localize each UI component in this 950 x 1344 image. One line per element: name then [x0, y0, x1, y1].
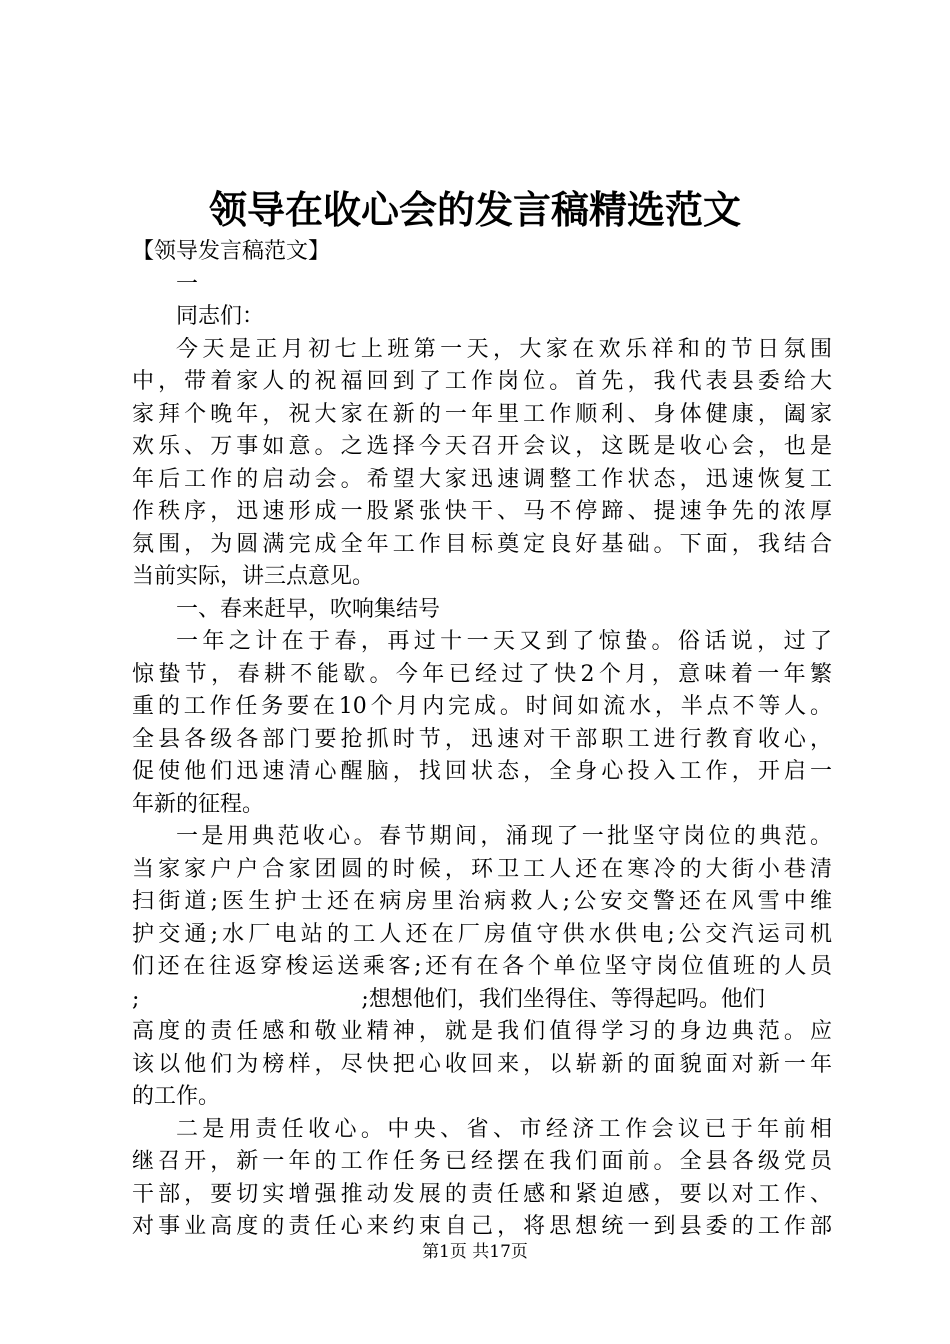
section-heading: 一、春来赶早，吹响集结号: [176, 596, 441, 622]
text-line: 高度的责任感和敬业精神，就是我们值得学习的身边典范。应: [132, 1019, 832, 1044]
gap-semicolon: ;: [361, 986, 369, 1012]
text-line: 年后工作的启动会。希望大家迅速调整工作状态，迅速恢复工: [132, 466, 832, 492]
text-line: 家拜个晚年，祝大家在新的一年里工作顺利、身体健康，阖家: [132, 401, 832, 427]
text-line-numeral: 一: [176, 271, 199, 297]
text-line: 年新的征程。: [132, 791, 265, 817]
text-line: 该以他们为榜样，尽快把心收回来，以崭新的面貌面对新一年: [132, 1051, 832, 1077]
text-line: 今天是正月初七上班第一天，大家在欢乐祥和的节日氛围: [176, 336, 832, 362]
text-line-with-gap: [132, 984, 832, 1017]
text-line: 中，带着家人的祝福回到了工作岗位。首先，我代表县委给大: [132, 369, 832, 394]
text-line: 护交通;水厂电站的工人还在厂房值守供水供电;公交汽运司机: [132, 921, 832, 947]
document-body: [132, 236, 832, 1244]
text-line: 重的工作任务要在10个月内完成。时间如流水，半点不等人。: [132, 694, 832, 719]
text-line: 对事业高度的责任心来约束自己，将思想统一到县委的工作部: [132, 1214, 832, 1239]
text-line: 们还在往返穿梭运送乘客;还有在各个单位坚守岗位值班的人员: [132, 954, 832, 979]
text-line: 全县各级各部门要抢抓时节，迅速对干部职工进行教育收心，: [132, 726, 832, 752]
text-line: 欢乐、万事如意。之选择今天召开会议，这既是收心会，也是: [132, 434, 832, 459]
page-number: 第1页: [422, 1242, 467, 1262]
document-title: 领导在收心会的发言稿精选范文: [208, 187, 741, 232]
text-line: 作秩序，迅速形成一股紧张快干、马不停蹄、提速争先的浓厚: [132, 499, 832, 524]
text-line: 的工作。: [132, 1084, 221, 1109]
text-line: 继召开，新一年的工作任务已经摆在我们面前。全县各级党员: [132, 1149, 832, 1174]
text-line: 二是用责任收心。中央、省、市经济工作会议已于年前相: [176, 1116, 832, 1142]
text-line: 氛围，为圆满完成全年工作目标奠定良好基础。下面，我结合: [132, 531, 832, 557]
text-line: 当前实际，讲三点意见。: [132, 564, 375, 589]
text-line: 扫街道;医生护士还在病房里治病救人;公安交警还在风雪中维: [132, 889, 832, 914]
text-line: 惊蛰节，春耕不能歇。今年已经过了快2个月，意味着一年繁: [132, 661, 832, 687]
text-line-salutation: 同志们：: [176, 304, 265, 329]
text-line: 一是用典范收心。春节期间，涌现了一批坚守岗位的典范。: [176, 824, 832, 849]
text-line: 当家家户户合家团圆的时候，环卫工人还在寒冷的大街小巷清: [132, 856, 832, 882]
text-line: 干部，要切实增强推动发展的责任感和紧迫感，要以对工作、: [132, 1181, 832, 1207]
page-footer: [0, 1240, 950, 1264]
page-total: 共17页: [472, 1242, 528, 1262]
text-line: 一年之计在于春，再过十一天又到了惊蛰。俗话说，过了: [176, 629, 832, 654]
text-line-section-label: 【领导发言稿范文】: [132, 239, 331, 264]
gap-semicolon: ;: [132, 986, 140, 1012]
gap-line-text: 想想他们，我们坐得住、等得起吗。他们: [368, 986, 765, 1012]
text-line: 促使他们迅速清心醒脑，找回状态，全身心投入工作，开启一: [132, 759, 832, 784]
